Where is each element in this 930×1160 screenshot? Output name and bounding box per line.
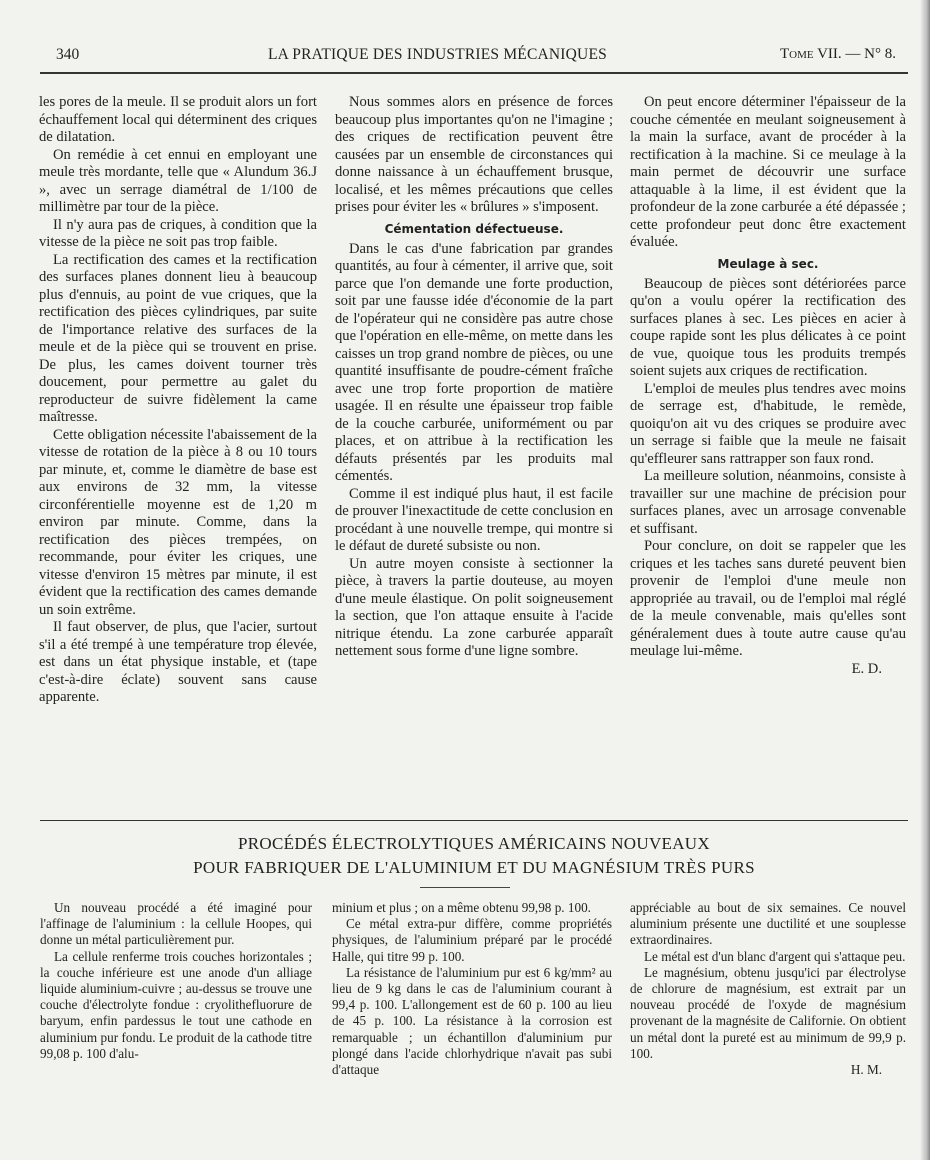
section-heading: Cémentation défectueuse. xyxy=(384,221,564,236)
paragraph: La résistance de l'aluminium pur est 6 kg/mm² au lieu de 9 kg dans le cas de l'aluminium courant à 99,4 p. 100. L'allongement est de 60 p. 100 au lieu de 45 p. 100. La résistance à la corrosion est remarquable ; un échantillon d'aluminium pur plongé dans l'acide chlorhydrique n'avait pas subi d'attaque xyxy=(332,964,612,1078)
paragraph: Il faut observer, de plus, que l'acier, surtout s'il a été trempé à une température trop élevée, est dans un état physique instable, et (tape c'est-à-dire éclate) souvent sans cause apparente. xyxy=(39,619,317,705)
paragraph: Beaucoup de pièces sont détériorées parce qu'on a voulu opérer la rectification des surfaces planes à sec. Les pièces en acier à coupe rapide sont les plus délicates à ce point de vue, quoique tous les produits trempés soient sujets aux criques de rectification. xyxy=(630,275,906,379)
paragraph: Ce métal extra-pur diffère, comme propriétés physiques, de l'aluminium préparé par le procédé Halle, qui titre 99 p. 100. xyxy=(332,916,612,964)
paragraph: Le magnésium, obtenu jusqu'ici par électrolyse de chlorure de magnésium, est extrait par un nouveau procédé de l'oxyde de magnésium provenant de la magnésite de Californie. On obtient un métal dont la pureté est au minimum de 99,9 p. 100. xyxy=(630,964,906,1061)
paragraph: On remédie à cet ennui en employant une meule très mordante, telle que « Alundum 36.J », avec un serrage diamétral de 1/100 de millimètre par tour de la pièce. xyxy=(39,146,317,215)
paragraph: Un autre moyen consiste à sectionner la pièce, à travers la partie douteuse, au moyen d'une meule élastique. On polit soigneusement la section, que l'on attaque ensuite à l'acide nitrique étendu. La zone carburée apparaît nettement sous forme d'une ligne sombre. xyxy=(335,555,613,659)
article1-column-3 xyxy=(630,94,906,678)
paragraph: Le métal est d'un blanc d'argent qui s'attaque peu. xyxy=(644,948,906,964)
article2-column-2 xyxy=(332,900,612,1078)
article2-column-1 xyxy=(40,900,312,1062)
article1-column-2 xyxy=(335,94,613,661)
running-header xyxy=(56,46,906,66)
paragraph: On peut encore déterminer l'épaisseur de la couche cémentée en meulant soigneusement à la main la surface, avant de procéder à la rectification à la machine. Si ce meulage à la main permet de découvrir une surface attaquable à la lime, il est évident que la profondeur de la zone carburée a été dépassée ; cette profondeur peut donc être exactement évaluée. xyxy=(630,94,906,250)
page-edge-shadow xyxy=(920,0,930,1160)
paragraph: Pour conclure, on doit se rappeler que les criques et les taches sans dureté peuvent bien provenir de l'emploi d'une meule non appropriée au travail, ou de l'emploi mal réglé de la meule convenable, mais qu'elles sont généralement dues à toute autre cause qu'au meulage lui-même. xyxy=(630,538,906,659)
author-signature: E. D. xyxy=(851,660,882,677)
journal-title: LA PRATIQUE DES INDUSTRIES MÉCANIQUES xyxy=(268,46,607,63)
article2-title xyxy=(40,832,908,880)
paragraph: appréciable au bout de six semaines. Ce nouvel aluminium présente une ductilité et une souplesse extraordinaires. xyxy=(630,900,906,948)
article-separator-rule xyxy=(40,820,908,821)
paragraph: Cette obligation nécessite l'abaissement de la vitesse de rotation de la pièce à 8 ou 10 tours par minute, et, comme le diamètre de base est aux environs de 32 mm, la vitesse circonférentielle moyenne est de 1,20 m environ par minute. Comme, dans la rectification des pièces trempées, on recommande, pour éviter les criques, une vitesse d'environ 15 mètres par minute, il est évident que la rectification des cames demande un soin extrême. xyxy=(39,426,317,618)
page-number: 340 xyxy=(56,46,80,63)
article2-title-line-2: POUR FABRIQUER DE L'ALUMINIUM ET DU MAGNÉSIUM TRÈS PURS xyxy=(193,858,755,877)
issue-label: Tome VII. — N° 8. xyxy=(780,46,896,62)
header-rule xyxy=(40,72,908,74)
paragraph: Nous sommes alors en présence de forces beaucoup plus importantes qu'on ne l'imagine ; des criques de rectification peuvent être causées par un ensemble de circonstances qui donne naissance à un échauffement brusque, localisé, et les mêmes précautions que celles prises pour éviter les « brûlures » s'imposent. xyxy=(335,94,613,215)
article1-column-1 xyxy=(39,94,317,707)
paragraph: Comme il est indiqué plus haut, il est facile de prouver l'inexactitude de cette conclusion en procédant à une nouvelle trempe, qui montre si le défaut de dureté subsiste ou non. xyxy=(335,485,613,554)
paragraph: La cellule renferme trois couches horizontales ; la couche inférieure est une anode d'un alliage liquide aluminium-cuivre ; au-dessus se trouve une couche d'électrolyte fondue : cryolithefluorure de baryum, enfin pardessus le tout une cathode en aluminium pur fondu. Le produit de la cathode titre 99,08 p. 100 d'alu- xyxy=(40,948,312,1061)
paragraph: Il n'y aura pas de criques, à condition que la vitesse de la pièce ne soit pas trop faible. xyxy=(39,216,317,250)
paragraph: les pores de la meule. Il se produit alors un fort échauffement local qui déterminent des criques de dilatation. xyxy=(39,94,317,145)
paragraph: Un nouveau procédé a été imaginé pour l'affinage de l'aluminium : la cellule Hoopes, qui donne un métal particulièrement pur. xyxy=(40,900,312,948)
paragraph: La rectification des cames et la rectification des surfaces planes donnent lieu à beaucoup plus d'ennuis, au point de vue criques, que la rectification des pièces cylindriques, par suite de l'importance relative des surfaces de la meule et de la pièce qui se trouvent en prise. De plus, les cames doivent tourner très doucement, pour permettre au galet du reproducteur de suivre fidèlement la came maîtresse. xyxy=(39,251,317,425)
paragraph: Dans le cas d'une fabrication par grandes quantités, au four à cémenter, il arrive que, soit parce que l'on demande une forte production, soit par une fausse idée d'économie de la part de l'opérateur qui ne considère pas autre chose que l'opération en elle-même, on mette dans les caisses un trop grand nombre de pièces, ou une quantité insuffisante de poudre-cément fraîche avec une trop forte proportion de matière usagée. Il en résulte une épaisseur trop faible de la couche carburée, uniformément ou par places, et on attribue à la rectification les défauts présentés par les produits mal cémentés. xyxy=(335,240,613,484)
paragraph: La meilleure solution, néanmoins, consiste à travailler sur une machine de précision pour surfaces planes, avec un arrosage convenable et suffisant. xyxy=(630,468,906,537)
section-heading: Meulage à sec. xyxy=(717,256,819,271)
article2-title-line-1: PROCÉDÉS ÉLECTROLYTIQUES AMÉRICAINS NOUVEAUX xyxy=(238,834,710,853)
paragraph: minium et plus ; on a même obtenu 99,98 p. 100. xyxy=(332,900,591,915)
paragraph: L'emploi de meules plus tendres avec moins de serrage est, d'habitude, le remède, quoiqu'on ait vu des criques se produire avec un serrage si faible que la meule ne faisait qu'effleurer sans rattrapper son faux rond. xyxy=(630,380,906,467)
article2-column-3 xyxy=(630,900,906,1078)
author-signature: H. M. xyxy=(850,1062,882,1078)
title-underline-rule xyxy=(420,887,510,888)
